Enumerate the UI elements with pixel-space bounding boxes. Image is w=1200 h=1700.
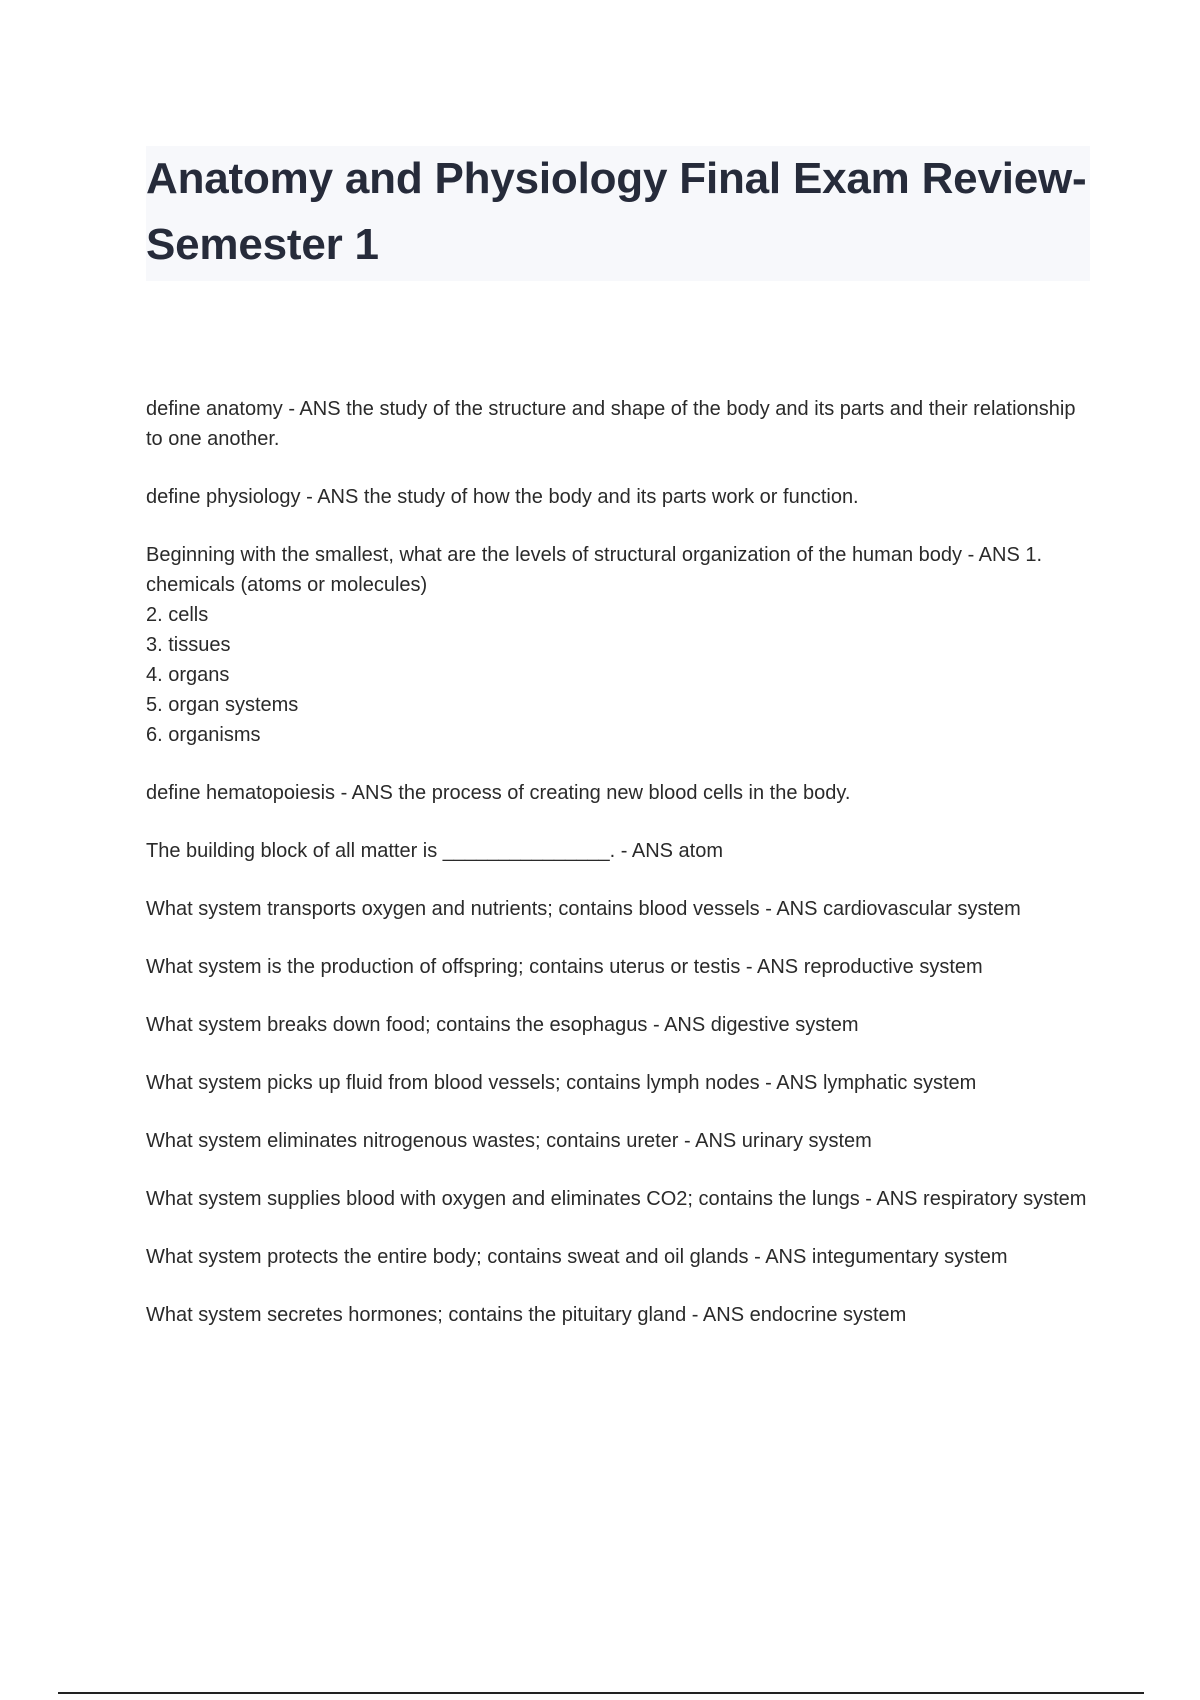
qa-list (146, 394, 1096, 1358)
qa-item: define hematopoiesis - ANS the process of creating new blood cells in the body. (146, 782, 851, 804)
qa-item: What system supplies blood with oxygen and eliminates CO2; contains the lungs - ANS respiratory system (146, 1188, 1087, 1210)
document-title: Anatomy and Physiology Final Exam Review- Semester 1 (146, 154, 1087, 269)
footer-divider (58, 1692, 1144, 1694)
qa-item: What system protects the entire body; contains sweat and oil glands - ANS integumentary system (146, 1246, 1008, 1268)
title-block (146, 146, 1090, 281)
qa-item: What system eliminates nitrogenous wastes; contains ureter - ANS urinary system (146, 1130, 872, 1152)
qa-item: The building block of all matter is _______________. - ANS atom (146, 840, 724, 862)
qa-item: define anatomy - ANS the study of the structure and shape of the body and its parts and their relationship to one another. (146, 398, 1076, 450)
qa-item: What system transports oxygen and nutrients; contains blood vessels - ANS cardiovascular system (146, 898, 1021, 920)
qa-item: What system is the production of offspring; contains uterus or testis - ANS reproductive system (146, 956, 983, 978)
qa-item: Beginning with the smallest, what are the levels of structural organization of the human body - ANS 1. chemicals (atoms or molecules) 2. cells 3. tissues 4. organs 5. organ systems 6. organisms (146, 544, 1043, 746)
qa-item: define physiology - ANS the study of how the body and its parts work or function. (146, 486, 859, 508)
qa-item: What system secretes hormones; contains the pituitary gland - ANS endocrine system (146, 1304, 907, 1326)
qa-item: What system picks up fluid from blood vessels; contains lymph nodes - ANS lymphatic system (146, 1072, 977, 1094)
qa-item: What system breaks down food; contains the esophagus - ANS digestive system (146, 1014, 859, 1036)
